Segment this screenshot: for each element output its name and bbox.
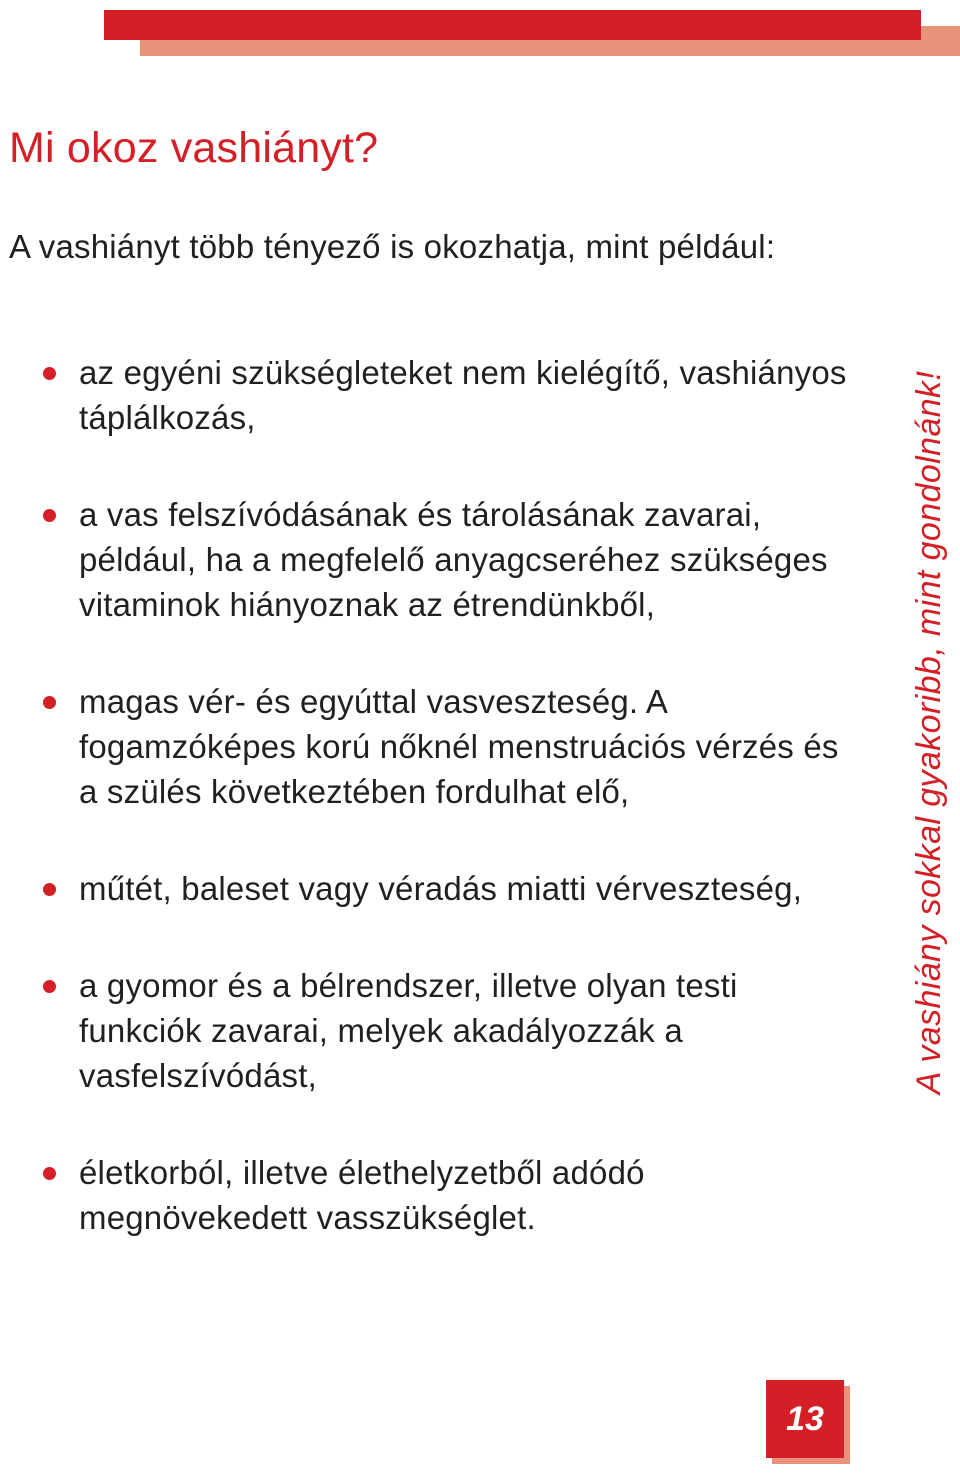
list-item-text: magas vér- és egyúttal vasveszteség. A fogamzóképes korú nőknél menstruációs vérzés és a szülés következtében fordulhat elő,: [79, 683, 839, 810]
page-title: Mi okoz vashiányt?: [9, 124, 379, 172]
sidebar-callout-text: A vashiány sokkal gyakoribb, mint gondolnánk!: [910, 370, 948, 1095]
list-item-text: a vas felszívódásának és tárolásának zavarai, például, ha a megfelelő anyagcseréhez szükséges vitaminok hiányoznak az étrendünkből,: [79, 496, 828, 623]
bullet-dot-icon: [43, 367, 56, 380]
list-item: [0, 350, 859, 440]
bullet-dot-icon: [43, 980, 56, 993]
list-item: [0, 679, 859, 814]
list-item: [0, 963, 859, 1098]
bullet-dot-icon: [43, 696, 56, 709]
list-item-text: az egyéni szükségleteket nem kielégítő, vashiányos táplálkozás,: [79, 354, 847, 436]
sidebar-callout: [898, 305, 960, 1160]
list-item-text: életkorból, illetve élethelyzetből adódó megnövekedett vasszükséglet.: [79, 1154, 645, 1236]
bullet-dot-icon: [43, 1167, 56, 1180]
bullet-dot-icon: [43, 883, 56, 896]
intro-text: A vashiányt több tényező is okozhatja, mint például:: [9, 228, 776, 265]
list-item: [0, 492, 859, 627]
top-decorative-bar: [104, 10, 921, 40]
page-number: 13: [766, 1380, 844, 1458]
list-item-text: a gyomor és a bélrendszer, illetve olyan testi funkciók zavarai, melyek akadályozzák a vasfelszívódást,: [79, 967, 738, 1094]
list-item-text: műtét, baleset vagy véradás miatti vérveszteség,: [79, 870, 803, 907]
list-item: [0, 1150, 859, 1240]
list-item: [0, 866, 859, 911]
bullet-dot-icon: [43, 509, 56, 522]
cause-list: [0, 350, 870, 1240]
